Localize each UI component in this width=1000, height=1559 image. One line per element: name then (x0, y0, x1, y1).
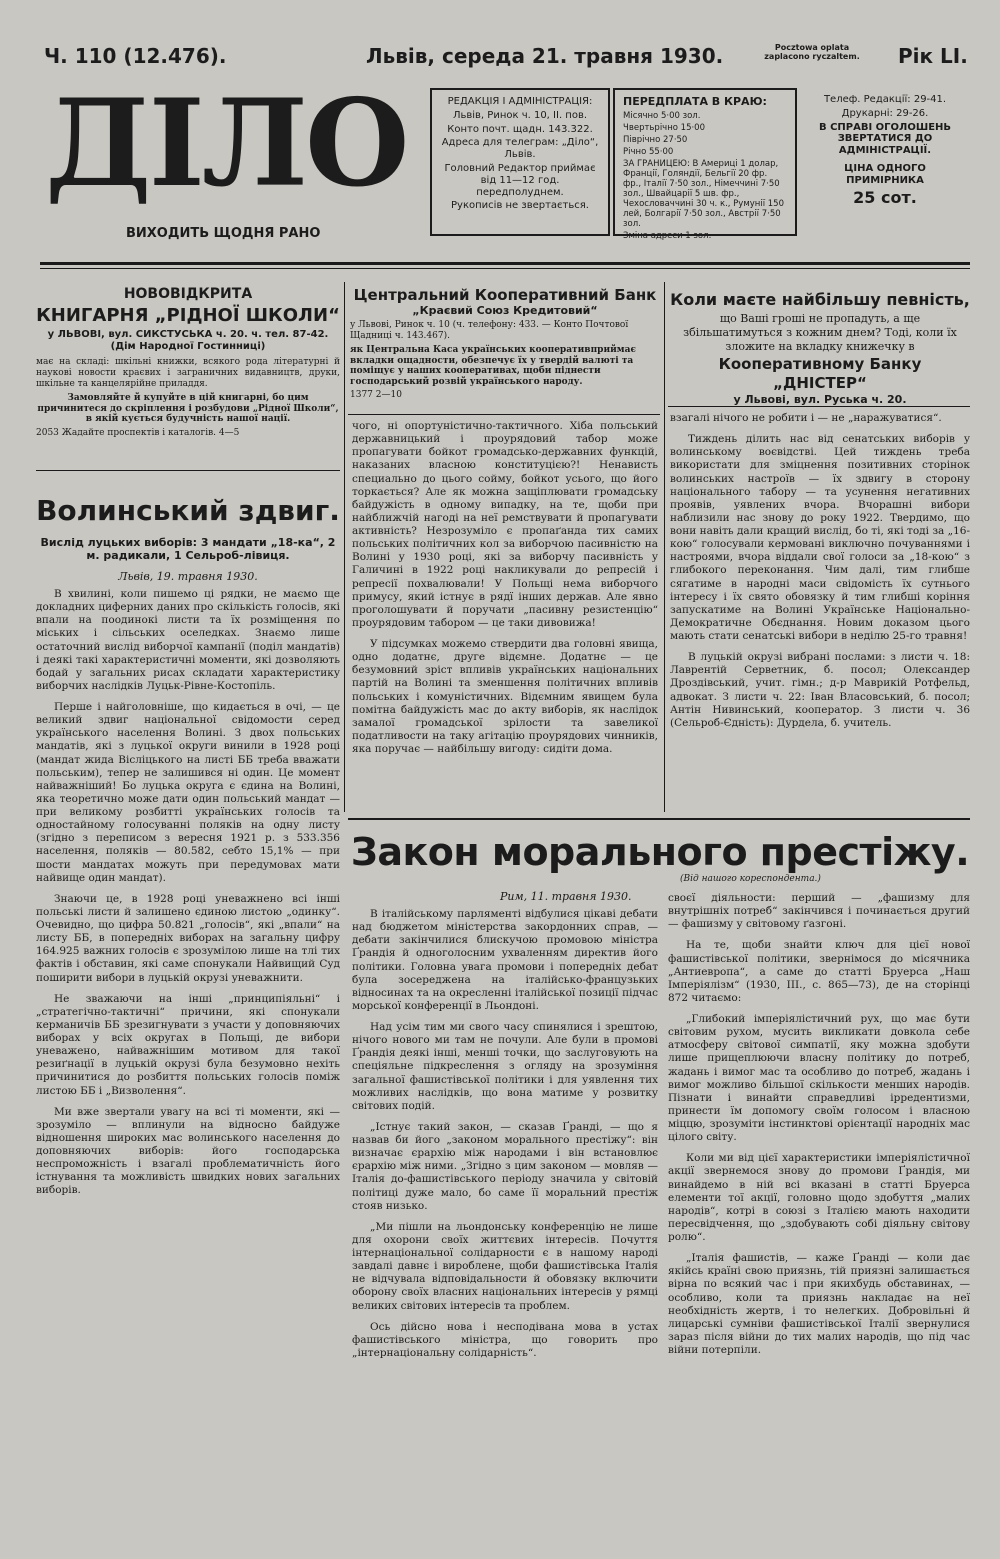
info-line: Рукописів не звертається. (451, 200, 589, 212)
info-line: РЕДАКЦІЯ І АДМІНІСТРАЦІЯ: (447, 96, 593, 107)
paragraph: На те, щоби знайти ключ для цієї нової фашистівської політики, звернімося до місячника „Антиевропа“, а саме до статті Бруерса „Наш Імперіялізм“ (1930, III., с. 865—73), де на сторінці 872 читаємо: (668, 939, 970, 1004)
paragraph: своєї діяльности: перший — „фашизму для внутрішніх потреб“ закінчився і починається другий — фашизму у світовому ґазгоні. (668, 892, 970, 931)
info-line: Адреса для телеграм: „Діло“, Львів. (441, 137, 599, 161)
paragraph: Коли ми від цієї характеристики імперіялістичної акції звернемося знову до промови Ґрандія, ми винайдемо в ній всі вказані в статті Бруерса елементи тої акції, головно щодо здобуття „малих народів“, котрі в союзі з Італією мають находити пересвідчення, що „здобувають собі діяльну світову ролю“. (668, 1152, 970, 1243)
ad-rule-2 (348, 414, 660, 415)
ad-title: Центральний Кооперативний Банк (353, 286, 657, 304)
ad-address: у Львові, вул. Руська ч. 20. (733, 392, 907, 406)
dateline: Львів, середа 21. травня 1930. (366, 44, 724, 68)
paragraph: У підсумках можемо ствердити два головні явища, одно додатнє, друге відємне. Додатнє — це безумовний зріст впливів українських національних партій на Волині та зменшення політичних впливів польських і комуністичних. Відємним явищем була помітна байдужість мас до акту виборів, як наслідок замалої громадської зрілости та завеликої податливости на таку агітацію проурядових чинників, яка поручає — найбільшу вигоду: сидіти дома. (352, 638, 658, 755)
ad-text: має на складі: шкільні книжки, всякого рода літературні й наукові новости краєвих і заграничних видавництв, друки, шкільне та канцелярійне приладдя. (36, 357, 340, 389)
info-line: Друкарні: 29-26. (841, 107, 929, 119)
column-divider-1 (344, 282, 345, 812)
ad-text: як Центральна Каса українських кооперативприймає вкладки ощадности, обезпечує їх у твердій валюті та поміщує у наших кооперативах, щоби піднести господарський розвій українського народу. (350, 344, 636, 388)
info-line: В СПРАВІ ОГОЛОШЕНЬ ЗВЕРТАТИСЯ ДО АДМІНІСТРАЦІЇ. (818, 121, 952, 157)
ad-bank-name: Кооперативному Банку „ДНІСТЕР“ (718, 355, 922, 392)
paragraph: „Ми пішли на льондонську конференцію не лише для охорони своїх життєвих інтересів. Почуття інтернаціональної солідарности є в нашому народі завдалі давнє і вироблене, щоби фашистівська Італія не відчувала відповідальности й обовязку включити оборону своїх власних національних інтересів у рямці великих світових інтересів та проблем. (352, 1220, 658, 1312)
info-line: Телеф. Редакції: 29-41. (823, 94, 947, 105)
paragraph: В італійському парляменті відбулися цікаві дебати над бюджетом міністерства закордонних справ, — дебати закінчилися блискучою промовою міністра Ґрандія й одноголосним ухваленням директив його політики. Головна увага промови і попередніх дебат була зосереджена на італійсько-французьких відносинах та на окресленні італійської позиції підчас морської конференції в Льондоні. (352, 908, 658, 1012)
paragraph: Ось дійсно нова і несподівана мова в устах фашистівського міністра, що говорить про „інтернаціональну солідарність“. (352, 1320, 658, 1359)
ad-bookstore (36, 286, 340, 466)
header-rule (40, 262, 970, 265)
paragraph: взагалі нічого не робити і — не „наражуватися“. (670, 412, 942, 424)
ad-rule-1 (36, 470, 340, 471)
ad-footer: 2053 Жадайте проспектів і каталогів. 4—5 (36, 428, 240, 439)
article-continuation (352, 420, 658, 812)
ad-address: у ЛЬВОВІ, вул. СИКСТУСЬКА ч. 20. ч. тел. 87-42. (47, 329, 329, 341)
article-body-left (352, 908, 658, 1548)
paragraph: Тиждень ділить нас від сенатських виборів у волинському воєвідстві. Цей тиждень треба використати для зміцнення позитивних сторінок волинських настроїв — їх здвигу в сторону національного табору — та усунення негативних проявів, уявлених вчора. Вчорашні вибори наблизили нас знову до року 1922. Твердимо, що вони навіть дали кращий вислід, бо ті, які тоді за „16-кою“ голосували кермовані виключно почуваннями і настроями, вчора віддали свої голоси за „18-кою“ з глибокого переконання. Чим далі, тим глибше сягатиме в народні маси свідомість їх сутнього інтересу і їх свято обовязку й тим глибші коріння запускатиме на Волині Українське Національно-Демократичне Обєднання. Новим доказом цього мають стати сенатські вибори в неділю 25-го травня! (670, 433, 970, 642)
info-line: ЗА ГРАНИЦЕЮ: В Америці 1 долар, Франції, Голяндії, Бельгії 20 фр. фр., Італії 7·50 зол., Німеччині 7·50 зол., Швайцарії 5 шв. фр., Чехословаччині 30 ч. к., Румунії 150 лей, Болгарії 7·50 зол., Австрії 7·50 зол. (623, 159, 784, 230)
ad-title: КНИГАРНЯ „РІДНОЇ ШКОЛИ“ (36, 304, 340, 326)
paragraph: „Італія фашистів, — каже Ґранді — коли дає якійсь країні свою приязнь, тій приязні залишається вірна по всякий час і при якихбудь обставинах, — особливо, коли та приязнь накладає на неї необхідність жертв, і то нелегких. Добровільні й лицарські сумніви фашистівської Італії звернулися зараз після війни до тих малих народів, що під час війни потерпіли. (668, 1252, 970, 1356)
issue-number: Ч. 110 (12.476). (44, 44, 227, 68)
paragraph: чого, ні опортуністично-тактичного. Хіба польський державницький і проурядовий табор може пропагувати бойкот громадсько-державних функцій, наказаних власною конституцією?! Ненависть специально до цього сойму, бойкот усього, що його торкається? Але як можна защіплювати громадську байдужість в одному випадку, на те, щоби при найближчій нагоді на неї ремствувати й пропагувати активність? Незрозуміло є пропаґанда тих самих польських політичних кол за виборчою пасивністю на Волині у 1930 році, які за виборчу пасивність у Галичині в 1922 році накликували до репресій і репресії похвалювали! У Польщі нема виборчого примусу, який істнує в рядї інших держав. Але явно проголошувати й поручати „пасивну резистенцію“ проурядовим табором — це таки дивовижа! (352, 420, 658, 629)
info-line: ЦІНА ОДНОГО ПРИМІРНИКА (844, 162, 926, 186)
header-rule-thin (40, 268, 970, 269)
ad-text: що Ваші гроші не пропадуть, а ще збільшатимуться з кожним днем? Тоді, коли їх зложите на вкладку книжечку в (683, 312, 957, 353)
info-line: Львів, Ринок ч. 10, II. пов. (452, 109, 588, 121)
paragraph: Не зважаючи на інші „принципіяльні“ і „стратегічно-тактичні“ причини, які спонукали керманичів ББ зрезигнувати з участи у доповняючих виборах у всіх округах в Польщі, де вибори уневажено, найважнішим мотивом для такої резиґнації в луцькій окрузі була безумовно нехіть причинитися до розбиття польських голосів поміж листою ББ і „Визволення“. (36, 992, 340, 1097)
ad-address-note: (Дім Народної Гостинниці) (110, 341, 266, 353)
info-line: Місячно 5·00 зол. (623, 110, 701, 121)
ad-subtitle: „Краєвий Союз Кредитовий“ (412, 304, 598, 317)
section-rule (348, 818, 970, 820)
masthead-title: ДІЛО (45, 73, 407, 214)
paragraph: В луцькій окрузі вибрані послами: з листи ч. 18: Лаврентій Серветник, б. посол; Олександер Дроздівський, учит. гімн.; д-р Маврикій Ротфельд, адвокат. З листи ч. 22: Іван Власовський, б. посол; Антін Нивинський, кооператор. З листи ч. 36 (Сельроб-Єдність): Дурдела, б. учитель. (670, 651, 970, 729)
ad-address: у Львові, Ринок ч. 10 (ч. телефону: 433. — Конто Почтової Щадниці ч. 143.467). (350, 320, 629, 341)
ad-central-bank (350, 286, 660, 410)
article-title: Волинський здвиг. (36, 494, 340, 527)
article-continuation-right (670, 412, 970, 812)
article-body (36, 588, 340, 1548)
info-line: Конто почт. щадн. 143.322. (447, 123, 593, 135)
ad-appeal: Замовляйте й купуйте в цій книгарні, бо цим причинитеся до скріплення і розбудови „Рідної Школи“, в якій кується будучність нашої нації. (37, 392, 339, 425)
info-line: Чвертьрічно 15·00 (623, 122, 705, 133)
paragraph: „Глибокий імперіялістичний рух, що має бути світовим рухом, мусить викликати довкола себе атмосферу світової симпатії, яку можна здобути лише прищеплюючи власну політику до потреб, жадань і вимог мас та особливо до потреб, жадань і вимог можливо більшої скількости менших народів. Пізнати і винайти справедливі ірредентизми, принести їм допомогу своїм голосом і власною міццю, зрозуміти інстинктові орієнтації народніх мас цілого світу. (668, 1013, 970, 1144)
article-body-right (668, 892, 970, 1548)
column-divider-2 (664, 282, 665, 812)
ad-dnister-bank (670, 290, 970, 406)
paragraph: Знаючи це, в 1928 році уневажнено всі інші польські листи й залишено єдиною листою „одинку“. Очевидно, що цифра 50.821 „голосів“, які „впали“ на листу ББ, в попередніх виборах на загальну цифру 164.925 важних голосів є зрозумілою лише на тлі тих фактів і обставин, які саме спонукали Найвищий Суд поширити вибори в луцькій окрузі уневажнити. (36, 892, 340, 984)
ad-headline: НОВОВІДКРИТА (123, 286, 253, 302)
paragraph: Над усім тим ми свого часу спинялися і зрештою, нічого нового ми там не почули. Але були в промові Ґрандія деякі інші, менші точки, що заслуговують на спеціяльне підкреслення з огляду на зрозуміння загальної фашистівської політики і для уявлення тих можливих наслідків, що вона матиме у розвитку світових подій. (352, 1021, 658, 1112)
ad-title: Коли маєте найбільшу певність, (670, 290, 970, 309)
info-line: Зміна адреси 1 зол. (623, 231, 712, 242)
paragraph: Перше і найголовніше, що кидається в очі, — це великий здвиг національної свідомости серед українського населення Волині. З двох польських мандатів, які з луцької округи винили в 1928 році (мандат жида Вісліцького на листі ББ треба вважати польським), тепер не залишився ні один. Це момент найважніший! Бо луцька округа є єдина на Волині, яка теоретично може дати один польський мандат — при великому розбитті українських голосів та одностайному голосуванні поляків на одну листу (згідно з переписом з вересня 1921 р. з 533.356 населення, поляків — 80.582, себто 15,1% — при шости мандатах можуть при передумовах мати найвище один мандат). (36, 701, 340, 884)
masthead-subtitle: ВИХОДИТЬ ЩОДНЯ РАНО (126, 226, 321, 241)
subscription-box (613, 88, 797, 242)
info-line: Головний Редактор приймає від 11—12 год. передполуднем. (444, 162, 596, 198)
ad-footer: 1377 2—10 (350, 389, 402, 400)
info-line: Піврічно 27·50 (623, 135, 688, 145)
editorial-box (430, 88, 610, 236)
paragraph: В хвилині, коли пишемо ці рядки, не маємо ще докладних циферних даних про скількість голосів, які впали на поодинокі листи та їх розміщення по міських і сільських оселедках. Знаємо лише остаточний вислід виборчої кампанії (поділ мандатів) і деякі такі характеристичні моменти, які дозволяють бодай у загальних рисах складати характеристику виборчих наслідків Луцьк-Рівне-Костопіль. (36, 588, 340, 692)
article-byline: (Від нашого кореспондента.) (680, 874, 821, 884)
article-place: Львів, 19. травня 1930. (118, 570, 258, 583)
article-subtitle: Вислід луцьких виборів: 3 мандати „18-ка“, 2 м. радикали, 1 Сельроб-лівиця. (40, 536, 336, 562)
article-title-law: Закон морального престіжу. (350, 830, 970, 874)
paragraph: Ми вже звертали увагу на всі ті моменти, які — зрозуміло — вплинули на відносно байдуже відношення широких мас волинського населення до доповняючих виборів: його господарська неспроможність і взагалі проблематичність його істнування та можливість швидких нових загальних виборів. (36, 1105, 340, 1197)
postage-note: Pocztowa oplata zaplacono ryczaltem. (764, 43, 860, 61)
top-strip (36, 40, 966, 70)
phones-box (800, 88, 970, 236)
info-line: Річно 55·00 (623, 147, 674, 158)
paragraph: „Істнує такий закон, — сказав Ґранді, — що я назвав би його „законом морального престіжу“: він визначає єрархію між народами і він встановлює єрархію між ними. „Згідно з цим законом — мовляв — Італія до-фашистівського періоду значила у світовій політиці дуже мало, бо саме її моральний престіж стояв низько. (352, 1120, 658, 1212)
info-line: 25 сот. (853, 187, 917, 207)
year: Рік LI. (898, 44, 968, 68)
info-line: ПЕРЕДПЛАТА В КРАЮ: (623, 95, 767, 108)
article-place: Рим, 11. травня 1930. (500, 890, 632, 903)
